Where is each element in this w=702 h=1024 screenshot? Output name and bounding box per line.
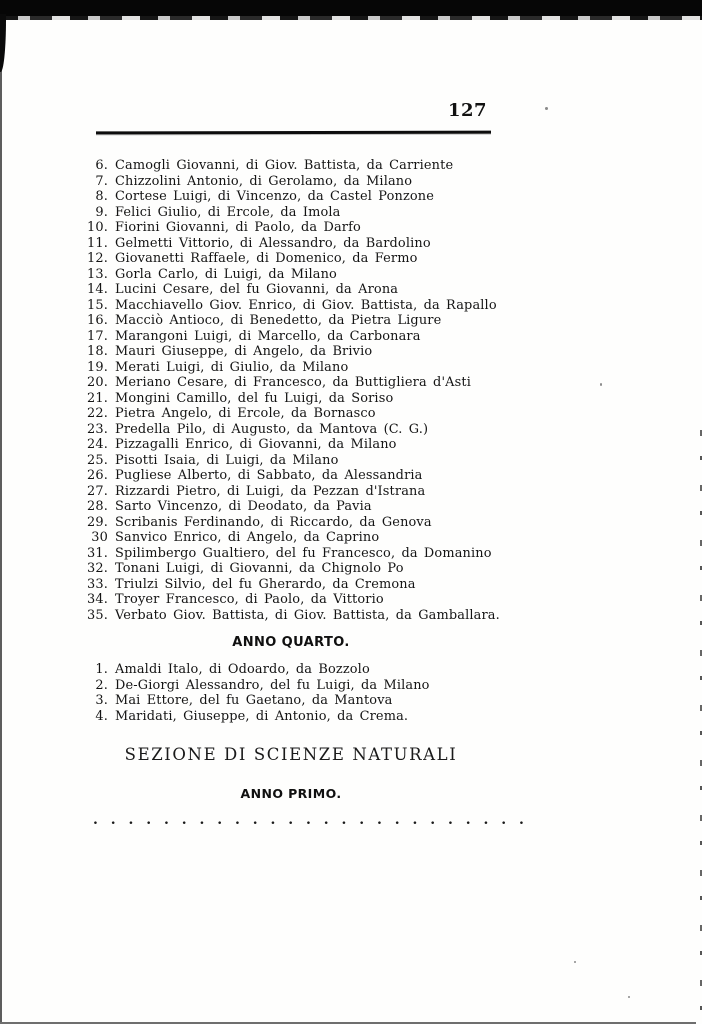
scan-speck: [545, 107, 548, 110]
roster-row-number: 19.: [87, 359, 108, 375]
scan-speck: [574, 961, 576, 963]
roster-row-number: 11.: [87, 235, 108, 251]
roster-row-text: Meriano Cesare, di Francesco, da Buttigliera d'Asti: [115, 375, 471, 390]
roster-row-text: Pugliese Alberto, di Sabbato, da Alessandria: [115, 468, 423, 483]
roster-row: [82, 709, 527, 725]
scan-top-black-band: [0, 0, 702, 16]
roster-row-text: Verbato Giov. Battista, di Giov. Battista, da Gamballara.: [115, 607, 500, 623]
roster-row-number: 6.: [95, 158, 108, 173]
roster-row-text: Gelmetti Vittorio, di Alessandro, da Bardolino: [115, 235, 431, 251]
roster-row-text: Mauri Giuseppe, di Angelo, da Brivio: [115, 344, 373, 359]
roster-row-text: Camogli Giovanni, di Giov. Battista, da Carriente: [115, 158, 454, 173]
roster-row: [82, 468, 527, 484]
roster-row-number: 33.: [87, 576, 108, 592]
roster-row: [82, 608, 527, 624]
roster-row-number: 24.: [87, 437, 108, 452]
roster-row-text: Marangoni Luigi, di Marcello, da Carbonara: [115, 328, 421, 344]
roster-row-number: 34.: [87, 592, 108, 607]
roster-row-text: Macciò Antioco, di Benedetto, da Pietra Ligure: [115, 313, 442, 328]
roster-row-text: Spilimbergo Gualtiero, del fu Francesco, da Domanino: [115, 545, 492, 561]
roster-row-text: Macchiavello Giov. Enrico, di Giov. Battista, da Rapallo: [115, 297, 497, 313]
roster-row-number: 27.: [87, 483, 108, 499]
roster-row-number: 12.: [87, 251, 108, 266]
roster-row-number: 32.: [87, 561, 108, 576]
roster-row: [82, 499, 527, 515]
roster-row-number: 29.: [87, 514, 108, 530]
roster-row-text: Giovanetti Raffaele, di Domenico, da Fermo: [115, 251, 418, 266]
roster-row-text: Mai Ettore, del fu Gaetano, da Mantova: [115, 693, 393, 708]
roster-row: [82, 313, 527, 329]
roster-row-text: Lucini Cesare, del fu Giovanni, da Arona: [115, 282, 399, 297]
roster-row-text: Rizzardi Pietro, di Luigi, da Pezzan d'Istrana: [115, 483, 426, 499]
roster-row: [82, 375, 527, 391]
roster-row: [82, 220, 527, 236]
roster-row-text: Scribanis Ferdinando, di Riccardo, da Genova: [115, 514, 432, 530]
roster-row-text: De-Giorgi Alessandro, del fu Luigi, da Milano: [115, 677, 430, 693]
roster-row-number: 17.: [87, 328, 108, 344]
roster-row-text: Predella Pilo, di Augusto, da Mantova (C. G.): [115, 421, 429, 437]
roster-row: [82, 693, 527, 709]
roster-row: [82, 530, 527, 546]
roster-row: [82, 205, 527, 221]
roster-row-number: 3.: [95, 693, 108, 708]
heading-sezione-scienze-naturali: SEZIONE DI SCIENZE NATURALI: [124, 745, 458, 764]
roster-row: [82, 515, 527, 531]
roster-row-number: 16.: [87, 313, 108, 328]
roster-row: [82, 592, 527, 608]
roster-row-number: 26.: [87, 468, 108, 483]
roster-row: [82, 267, 527, 283]
scan-left-corner-blob: [0, 14, 6, 72]
roster-row-text: Pisotti Isaia, di Luigi, da Milano: [115, 452, 339, 468]
roster-row-number: 13.: [87, 266, 108, 282]
roster-row-text: Felici Giulio, di Ercole, da Imola: [115, 204, 341, 220]
roster-row-number: 2.: [95, 677, 108, 693]
ellipsis-dots-row: . . . . . . . . . . . . . . . . . . . . . . . . .: [93, 812, 524, 828]
roster-row: [82, 329, 527, 345]
roster-list-anno-quarto: [82, 662, 527, 724]
roster-row-number: 7.: [95, 173, 108, 189]
roster-row-text: Maridati, Giuseppe, di Antonio, da Crema.: [115, 708, 409, 724]
roster-row-number: 31.: [87, 545, 108, 561]
roster-row-number: 10.: [87, 220, 108, 235]
roster-row-text: Sarto Vincenzo, di Deodato, da Pavia: [115, 499, 372, 514]
roster-row-number: 8.: [95, 189, 108, 204]
roster-row: [82, 251, 527, 267]
roster-row-text: Amaldi Italo, di Odoardo, da Bozzolo: [115, 662, 370, 677]
roster-row-text: Merati Luigi, di Giulio, da Milano: [115, 359, 349, 375]
roster-row-text: Gorla Carlo, di Luigi, da Milano: [115, 266, 337, 282]
roster-row: [82, 453, 527, 469]
roster-row-number: 30: [91, 530, 108, 545]
roster-row-number: 22.: [87, 406, 108, 421]
roster-row: [82, 484, 527, 500]
roster-row: [82, 406, 527, 422]
roster-row: [82, 561, 527, 577]
roster-row-number: 9.: [95, 204, 108, 220]
roster-row-text: Pizzagalli Enrico, di Giovanni, da Milano: [115, 437, 397, 452]
roster-row-text: Mongini Camillo, del fu Luigi, da Soriso: [115, 390, 394, 406]
roster-row-number: 15.: [87, 297, 108, 313]
roster-row-number: 28.: [87, 499, 108, 514]
roster-row-text: Sanvico Enrico, di Angelo, da Caprino: [115, 530, 380, 545]
roster-row: [82, 577, 527, 593]
scan-speck: [628, 996, 630, 998]
heading-anno-primo: ANNO PRIMO.: [240, 786, 342, 801]
roster-row: [82, 189, 527, 205]
roster-row: [82, 391, 527, 407]
roster-row-text: Troyer Francesco, di Paolo, da Vittorio: [115, 592, 384, 607]
roster-row-number: 21.: [87, 390, 108, 406]
roster-row-text: Tonani Luigi, di Giovanni, da Chignolo Po: [115, 561, 404, 576]
roster-row-number: 4.: [95, 708, 108, 724]
roster-row-text: Chizzolini Antonio, di Gerolamo, da Milano: [115, 173, 413, 189]
roster-row: [82, 662, 527, 678]
roster-row-text: Fiorini Giovanni, di Paolo, da Darfo: [115, 220, 361, 235]
header-rule: [96, 131, 491, 135]
scan-top-ragged-edge: [0, 16, 702, 20]
roster-row: [82, 236, 527, 252]
roster-row: [82, 437, 527, 453]
roster-row: [82, 422, 527, 438]
heading-anno-quarto: ANNO QUARTO.: [232, 635, 350, 650]
roster-row-number: 20.: [87, 375, 108, 390]
roster-row-text: Triulzi Silvio, del fu Gherardo, da Cremona: [115, 576, 416, 592]
roster-row: [82, 678, 527, 694]
roster-row-number: 18.: [87, 344, 108, 359]
roster-row-text: Pietra Angelo, di Ercole, da Bornasco: [115, 406, 376, 421]
roster-list-continued: [82, 158, 527, 623]
page-number: 127: [448, 100, 488, 121]
roster-row: [82, 298, 527, 314]
roster-row-number: 35.: [87, 607, 108, 623]
roster-row-number: 1.: [95, 662, 108, 677]
roster-row-number: 14.: [87, 282, 108, 297]
roster-row: [82, 158, 527, 174]
roster-row: [82, 282, 527, 298]
roster-row: [82, 344, 527, 360]
roster-row-text: Cortese Luigi, di Vincenzo, da Castel Ponzone: [115, 189, 435, 204]
scan-speck: [600, 383, 602, 386]
roster-row-number: 23.: [87, 421, 108, 437]
roster-row: [82, 360, 527, 376]
roster-row-number: 25.: [87, 452, 108, 468]
scan-left-edge-line: [0, 16, 2, 1024]
roster-row: [82, 174, 527, 190]
roster-row: [82, 546, 527, 562]
